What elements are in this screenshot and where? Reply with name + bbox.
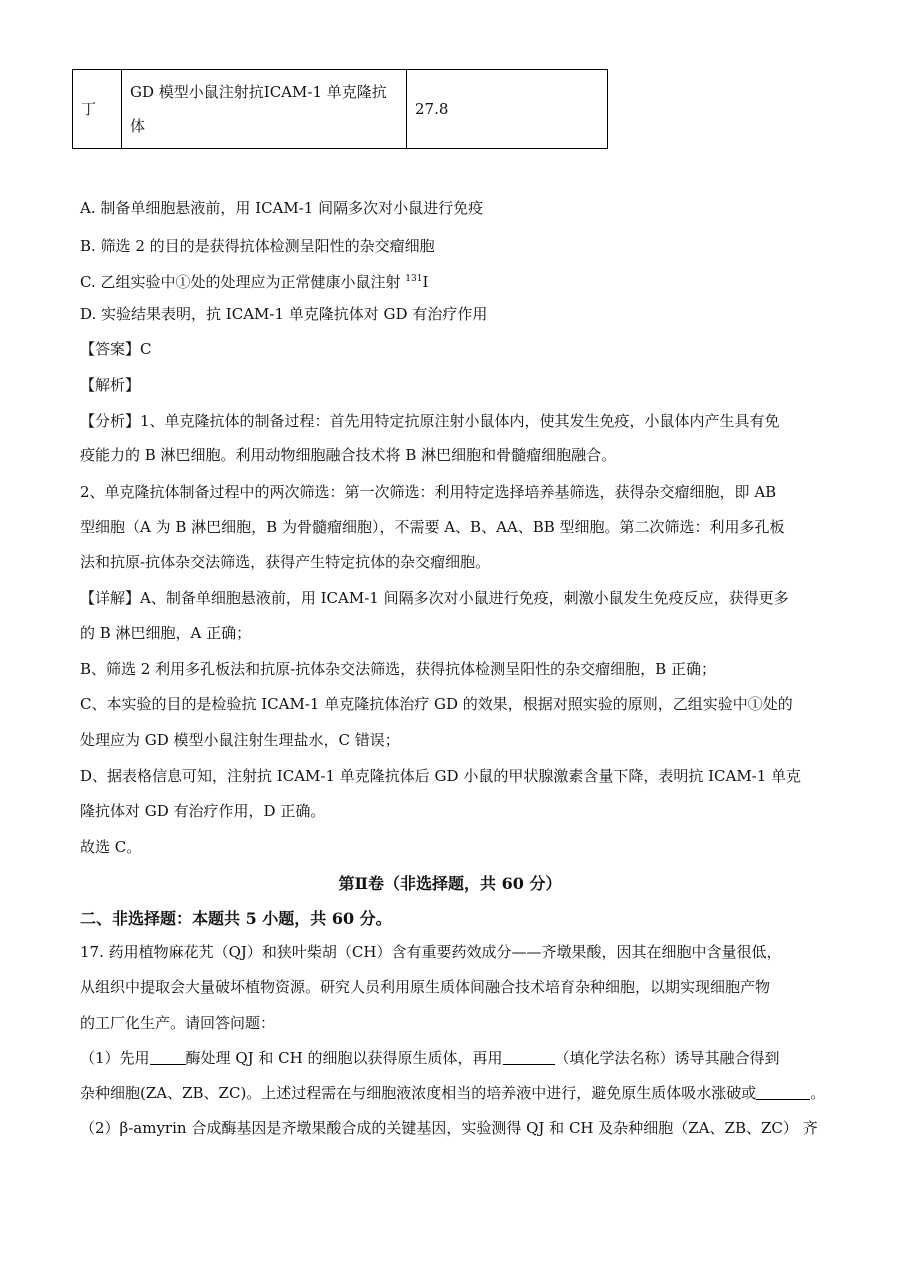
option-c: C. 乙组实验中①处的处理应为正常健康小鼠注射 $^{131}$I xyxy=(80,273,429,291)
conclusion: 故选 C。 xyxy=(80,838,142,856)
analysis-p1-line1: 【分析】1、单克隆抗体的制备过程：首先用特定抗原注射小鼠体内，使其发生免疫，小鼠体内产生具有免 xyxy=(80,412,780,430)
section-heading: 二、非选择题：本题共 5 小题，共 60 分。 xyxy=(80,909,392,928)
analysis-label: 【解析】 xyxy=(80,376,141,394)
analysis-p2-line1: 2、单克隆抗体制备过程中的两次筛选：第一次筛选：利用特定选择培养基筛选，获得杂交瘤细胞，即 AB xyxy=(80,483,777,501)
q17-line2: 从组织中提取会大量破坏植物资源。研究人员利用原生质体间融合技术培育杂种细胞，以期实现细胞产物 xyxy=(80,978,771,996)
detail-line7: 隆抗体对 GD 有治疗作用，D 正确。 xyxy=(80,802,326,820)
q17-part1-line2: 杂种细胞(ZA、ZB、ZC)。上述过程需在与细胞液浓度相当的培养液中进行，避免原生质体吸水涨破或 。 xyxy=(80,1084,826,1102)
option-d: D. 实验结果表明，抗 ICAM-1 单克隆抗体对 GD 有治疗作用 xyxy=(80,305,488,323)
detail-line2: 的 B 淋巴细胞，A 正确； xyxy=(80,624,252,642)
volume-heading: 第Ⅱ卷（非选择题，共 60 分） xyxy=(338,874,562,893)
detail-line3: B、筛选 2 利用多孔板法和抗原-抗体杂交法筛选，获得抗体检测呈阳性的杂交瘤细胞，B 正确； xyxy=(80,660,716,678)
q17-part2-line1: （2）β-amyrin 合成酶基因是齐墩果酸合成的关键基因，实验测得 QJ 和 CH 及杂种细胞（ZA、ZB、ZC） 齐 xyxy=(80,1119,818,1137)
analysis-p1-line2: 疫能力的 B 淋巴细胞。利用动物细胞融合技术将 B 淋巴细胞和骨髓瘤细胞融合。 xyxy=(80,446,617,464)
q17-line1: 17. 药用植物麻花艽（QJ）和狭叶柴胡（CH）含有重要药效成分——齐墩果酸，因其在细胞中含量很低， xyxy=(80,943,782,961)
analysis-p2-line2: 型细胞（A 为 B 淋巴细胞，B 为骨髓瘤细胞），不需要 A、B、AA、BB 型细胞。第二次筛选：利用多孔板 xyxy=(80,518,785,536)
blank-1[interactable] xyxy=(150,1050,186,1065)
value-cell: 27.8 xyxy=(407,70,608,149)
detail-line5: 处理应为 GD 模型小鼠注射生理盐水，C 错误； xyxy=(80,731,400,749)
detail-line1: 【详解】A、制备单细胞悬液前，用 ICAM-1 间隔多次对小鼠进行免疫，刺激小鼠发生免疫反应，获得更多 xyxy=(80,589,789,607)
group-cell: 丁 xyxy=(73,70,122,149)
option-b: B. 筛选 2 的目的是获得抗体检测呈阳性的杂交瘤细胞 xyxy=(80,237,435,255)
option-a: A. 制备单细胞悬液前，用 ICAM-1 间隔多次对小鼠进行免疫 xyxy=(80,199,484,217)
q17-part1-line1: （1）先用 酶处理 QJ 和 CH 的细胞以获得原生质体，再用 （填化学法名称）诱导其融合得到 xyxy=(80,1049,780,1067)
analysis-p2-line3: 法和抗原-抗体杂交法筛选，获得产生特定抗体的杂交瘤细胞。 xyxy=(80,553,491,571)
table-row xyxy=(73,70,608,149)
answer: 【答案】C xyxy=(80,340,152,358)
q17-line3: 的工厂化生产。请回答问题： xyxy=(80,1014,276,1032)
blank-3[interactable] xyxy=(756,1085,810,1100)
treatment-cell: GD 模型小鼠注射抗ICAM-1 单克隆抗体 xyxy=(122,70,407,149)
detail-line6: D、据表格信息可知，注射抗 ICAM-1 单克隆抗体后 GD 小鼠的甲状腺激素含量下降，表明抗 ICAM-1 单克 xyxy=(80,767,802,785)
blank-2[interactable] xyxy=(503,1050,555,1065)
results-table xyxy=(72,69,608,149)
detail-line4: C、本实验的目的是检验抗 ICAM-1 单克隆抗体治疗 GD 的效果，根据对照实验的原则，乙组实验中①处的 xyxy=(80,695,793,713)
